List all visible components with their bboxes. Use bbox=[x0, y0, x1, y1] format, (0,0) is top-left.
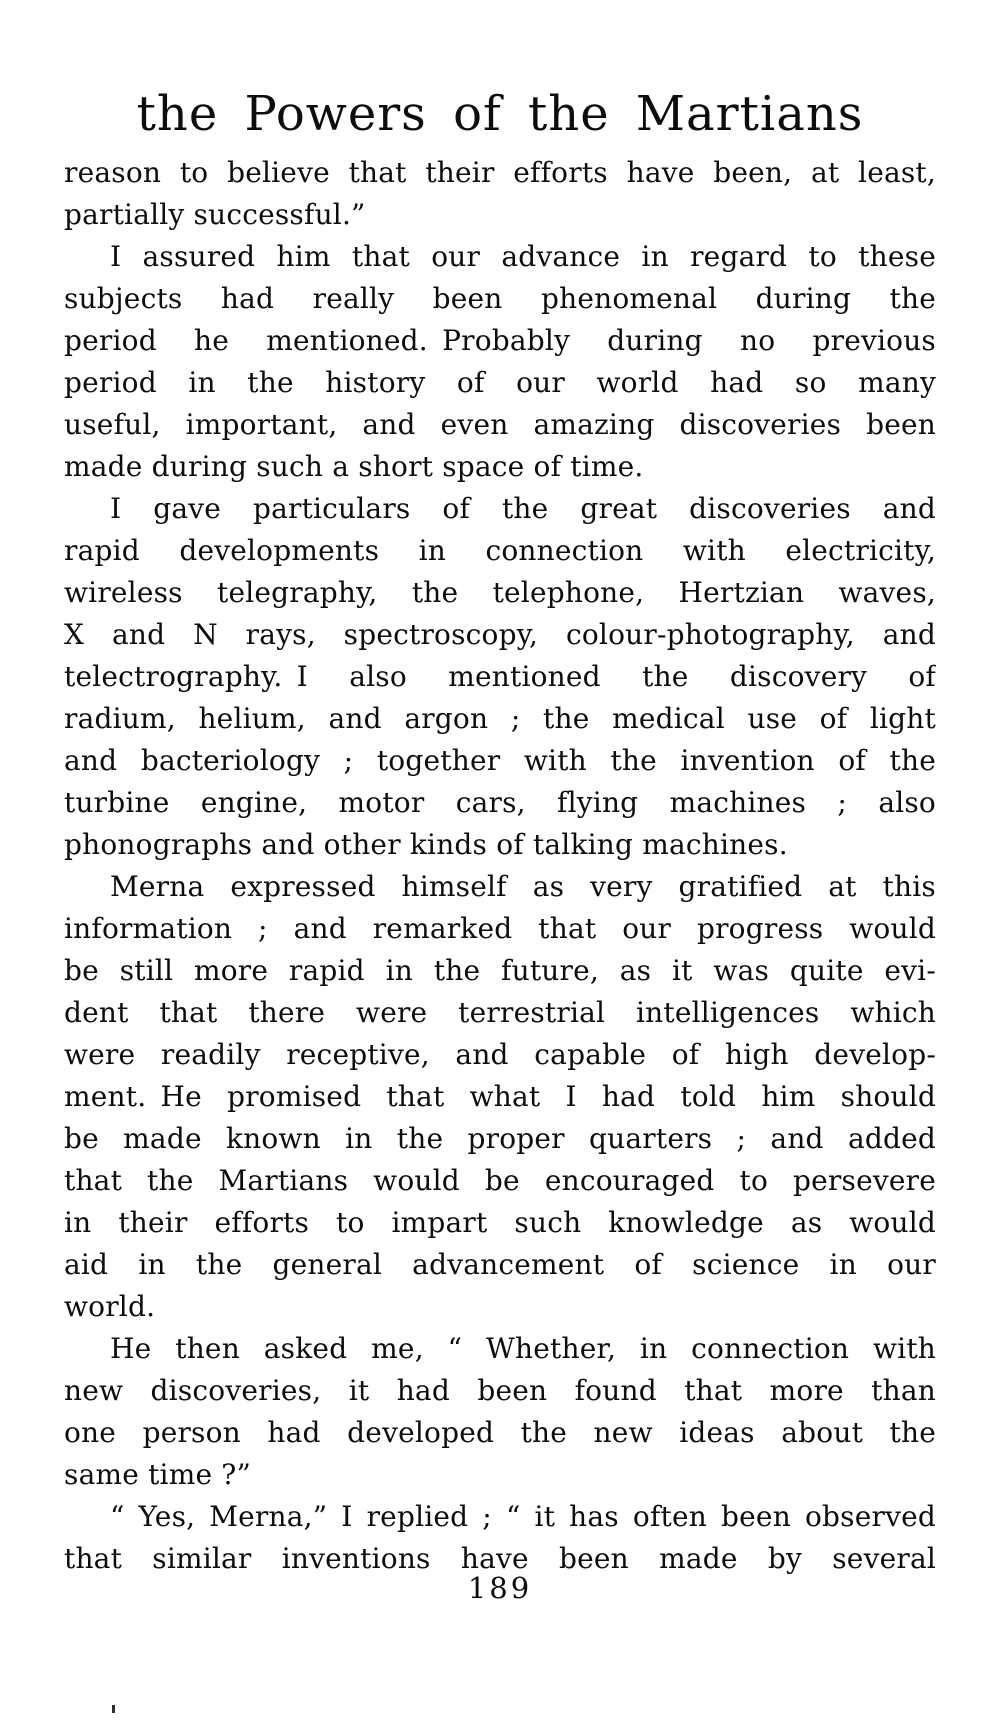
text-line: rapid developments in connection with electricity, bbox=[64, 534, 936, 567]
text-line: He then asked me, “ Whether, in connection with bbox=[110, 1332, 936, 1365]
text-block bbox=[64, 152, 936, 1580]
text-line: period in the history of our world had so many bbox=[64, 366, 936, 399]
scan-artifact-speck bbox=[112, 1705, 115, 1713]
text-line: “ Yes, Merna,” I replied ; “ it has often been observed bbox=[110, 1500, 936, 1533]
text-line: same time ?” bbox=[64, 1458, 252, 1491]
text-line: subjects had really been phenomenal during the bbox=[64, 282, 936, 315]
text-line: radium, helium, and argon ; the medical use of light bbox=[64, 702, 936, 735]
text-line: I gave particulars of the great discoveries and bbox=[110, 492, 936, 525]
text-line: new discoveries, it had been found that more than bbox=[64, 1374, 936, 1407]
page-number: 189 bbox=[467, 1571, 533, 1605]
text-line: phonographs and other kinds of talking machines. bbox=[64, 828, 788, 861]
text-line: in their efforts to impart such knowledge as would bbox=[64, 1206, 936, 1239]
text-line: period he mentioned. Probably during no previous bbox=[64, 324, 936, 357]
text-line: partially successful.” bbox=[64, 198, 366, 231]
text-line: be made known in the proper quarters ; and added bbox=[64, 1122, 936, 1155]
text-line: telectrography. I also mentioned the discovery of bbox=[64, 660, 936, 693]
text-line: aid in the general advancement of science in our bbox=[64, 1248, 936, 1281]
text-line: dent that there were terrestrial intelligences which bbox=[64, 996, 936, 1029]
text-line: world. bbox=[64, 1290, 156, 1323]
text-line: useful, important, and even amazing discoveries been bbox=[64, 408, 936, 441]
text-line: made during such a short space of time. bbox=[64, 450, 644, 483]
text-line: reason to believe that their efforts have been, at least, bbox=[64, 156, 936, 189]
text-line: information ; and remarked that our progress would bbox=[64, 912, 936, 945]
text-line: X and N rays, spectroscopy, colour-photography, and bbox=[64, 618, 936, 651]
text-line: turbine engine, motor cars, flying machines ; also bbox=[64, 786, 936, 819]
text-line: that similar inventions have been made by several bbox=[64, 1542, 936, 1575]
text-line: be still more rapid in the future, as it was quite evi- bbox=[64, 954, 936, 987]
text-line: and bacteriology ; together with the invention of the bbox=[64, 744, 936, 777]
text-line: that the Martians would be encouraged to persevere bbox=[64, 1164, 936, 1197]
running-header: the Powers of the Martians bbox=[136, 86, 864, 142]
text-line: were readily receptive, and capable of high develop- bbox=[64, 1038, 936, 1071]
text-line: ment. He promised that what I had told him should bbox=[64, 1080, 936, 1113]
text-line: I assured him that our advance in regard to these bbox=[110, 240, 936, 273]
text-line: one person had developed the new ideas about the bbox=[64, 1416, 936, 1449]
text-line: wireless telegraphy, the telephone, Hertzian waves, bbox=[64, 576, 936, 609]
text-line: Merna expressed himself as very gratified at this bbox=[110, 870, 936, 903]
